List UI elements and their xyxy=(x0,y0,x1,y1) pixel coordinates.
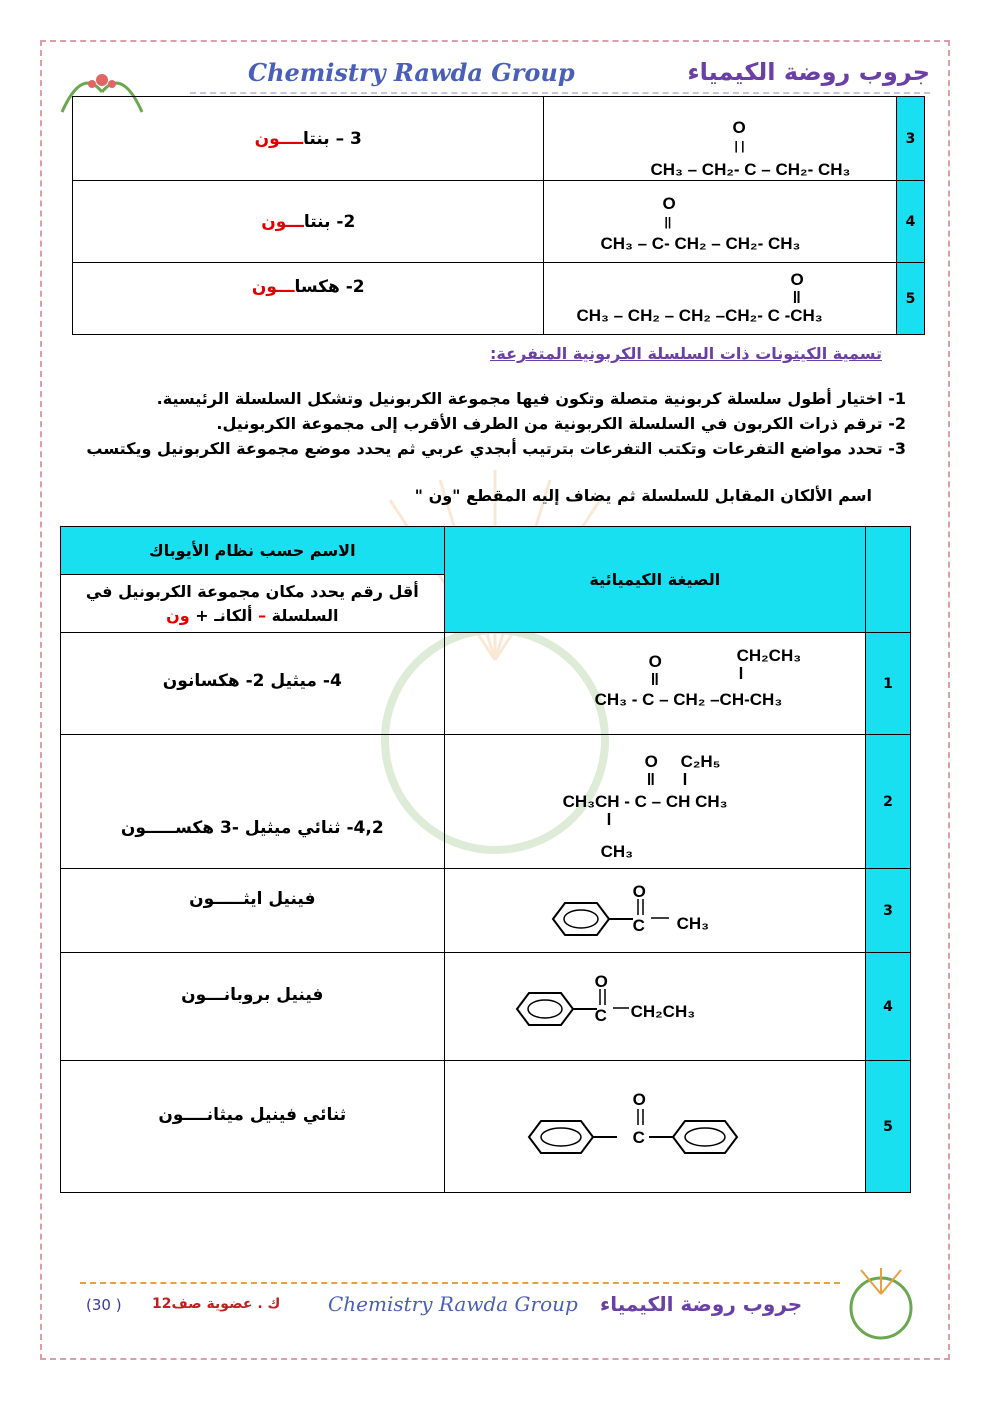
name-cell: فينيل بروبانـــون xyxy=(61,953,445,1061)
naming-rule-dash: – xyxy=(252,605,272,625)
ketone-suffix: ـــون xyxy=(251,277,295,297)
formula-cell xyxy=(544,263,897,335)
ketone-name: 3 – بنتا xyxy=(303,128,362,149)
footer-subject: ك . عضوية صف12 xyxy=(152,1296,281,1312)
row-number: 4 xyxy=(897,181,925,263)
ketone-name: 2- هكسا xyxy=(294,277,365,297)
row-number: 5 xyxy=(897,263,925,335)
table-row xyxy=(61,633,911,735)
single-bond-icon xyxy=(651,915,671,921)
header-title-latin: Chemistry Rawda Group xyxy=(248,58,575,87)
formula-bond: ‖ xyxy=(646,770,656,789)
formula-oxygen: O xyxy=(644,752,658,771)
formula-cell xyxy=(544,181,897,263)
page-number: (30 ) xyxy=(86,1296,122,1314)
formula-main: CH₃ – CH₂ – CH₂ –CH₂- C -CH₃ xyxy=(576,306,823,325)
table-row xyxy=(61,1061,911,1193)
branched-ketone-table xyxy=(60,526,911,1193)
row-number: 2 xyxy=(866,735,911,869)
table-row xyxy=(73,263,925,335)
formula-main: CH₃ - C – CH₂ –CH-CH₃ xyxy=(594,690,783,709)
formula-branch-bond: l xyxy=(738,664,744,683)
formula-oxygen: O xyxy=(632,1090,646,1109)
footer-logo-icon xyxy=(836,1264,926,1344)
table-row xyxy=(61,953,911,1061)
ketone-suffix: ـــون xyxy=(261,211,304,232)
row-number: 3 xyxy=(897,97,925,181)
number-column-header xyxy=(866,527,911,633)
table-row xyxy=(73,97,925,181)
formula-lower-branch: CH₃ xyxy=(600,842,633,861)
name-cell: ثنائي فينيل ميثانــــون xyxy=(61,1061,445,1193)
name-column-header: الاسم حسب نظام الأيوباك xyxy=(61,527,445,575)
formula-bond: ‖ xyxy=(650,670,660,689)
formula-bond: ‖ xyxy=(792,288,801,307)
footer-divider xyxy=(80,1282,840,1284)
formula-bond: || xyxy=(664,215,672,229)
formula-carbon: C xyxy=(632,916,645,935)
formula-substituent: CH₃ xyxy=(676,914,709,933)
formula-cell xyxy=(444,633,865,735)
rules-list xyxy=(86,386,906,461)
formula-lower-bond: l xyxy=(606,810,612,829)
naming-rule-text: أقل رقم يحدد مكان مجموعة الكربونيل في السلسلة xyxy=(85,581,419,625)
footer-title-arabic: جروب روضة الكيمياء xyxy=(600,1292,803,1316)
rule-item: 2- ترقم ذرات الكربون في السلسلة الكربونية من الطرف الأقرب إلى مجموعة الكربونيل. xyxy=(216,414,906,433)
section-title: تسمية الكيتونات ذات السلسلة الكربونية المتفرعة: xyxy=(490,344,882,363)
ketone-suffix: ــــون xyxy=(254,128,304,149)
table-row xyxy=(61,869,911,953)
formula-cell xyxy=(444,953,865,1061)
ketone-name: 2- بنتا xyxy=(303,211,356,232)
single-bond-icon xyxy=(613,1005,631,1011)
double-bond-icon xyxy=(595,989,611,1005)
rule-continuation: اسم الألكان المقابل للسلسلة ثم يضاف إليه المقطع "ون " xyxy=(414,486,872,505)
formula-carbon: C xyxy=(594,1006,607,1025)
row-number: 3 xyxy=(866,869,911,953)
naming-rule-suffix: ون xyxy=(166,605,190,625)
formula-main: CH₃CH - C – CH CH₃ xyxy=(562,792,728,811)
header-divider xyxy=(190,92,930,94)
row-number: 5 xyxy=(866,1061,911,1193)
formula-substituent: CH₂CH₃ xyxy=(630,1002,696,1021)
formula-oxygen: O xyxy=(648,652,662,671)
rule-item: 3- تحدد مواضع التفرعات وتكتب التفرعات بترتيب أبجدي عربي ثم يحدد موضع مجموعة الكربونيل ويكتسب xyxy=(86,439,906,458)
name-cell: 4,2- ثنائي ميثيل -3 هكســـــون xyxy=(61,735,445,869)
row-number: 4 xyxy=(866,953,911,1061)
name-cell xyxy=(73,181,544,263)
formula-oxygen: O xyxy=(662,194,676,213)
naming-rule-cell xyxy=(61,575,445,633)
formula-bond: | | xyxy=(734,139,745,153)
formula-column-header: الصيغة الكيميائية xyxy=(444,527,865,633)
naming-rule-alkane: ألكانـ + xyxy=(189,605,253,625)
formula-oxygen: O xyxy=(632,882,646,901)
formula-oxygen: O xyxy=(594,972,608,991)
header-title-arabic: جروب روضة الكيمياء xyxy=(687,58,930,86)
formula-oxygen: O xyxy=(732,118,746,137)
row-number: 1 xyxy=(866,633,911,735)
formula-cell xyxy=(444,869,865,953)
formula-main: CH₃ – C- CH₂ – CH₂- CH₃ xyxy=(600,234,801,253)
ketone-table-1 xyxy=(72,96,925,335)
double-bond-icon xyxy=(633,1109,649,1127)
table-header-row xyxy=(61,527,911,575)
formula-branch: CH₂CH₃ xyxy=(736,646,802,665)
formula-main: CH₃ – CH₂- C – CH₂- CH₃ xyxy=(650,160,851,179)
formula-cell xyxy=(544,97,897,181)
formula-branch-bond: l xyxy=(682,770,688,789)
formula-branch: C₂H₅ xyxy=(680,752,721,771)
formula-oxygen: O xyxy=(790,270,804,289)
name-cell: 4- ميثيل 2- هكسانون xyxy=(61,633,445,735)
formula-carbon: C xyxy=(632,1128,645,1147)
name-cell xyxy=(73,263,544,335)
rule-item: 1- اختيار أطول سلسلة كربونية متصلة وتكون فيها مجموعة الكربونيل وتشكل السلسلة الرئيسية. xyxy=(156,389,906,408)
name-cell: فينيل ايثـــــون xyxy=(61,869,445,953)
formula-cell xyxy=(444,1061,865,1193)
double-bond-icon xyxy=(633,899,649,915)
name-cell xyxy=(73,97,544,181)
formula-cell xyxy=(444,735,865,869)
footer-title-latin: Chemistry Rawda Group xyxy=(328,1292,578,1316)
table-row xyxy=(61,735,911,869)
table-row xyxy=(73,181,925,263)
